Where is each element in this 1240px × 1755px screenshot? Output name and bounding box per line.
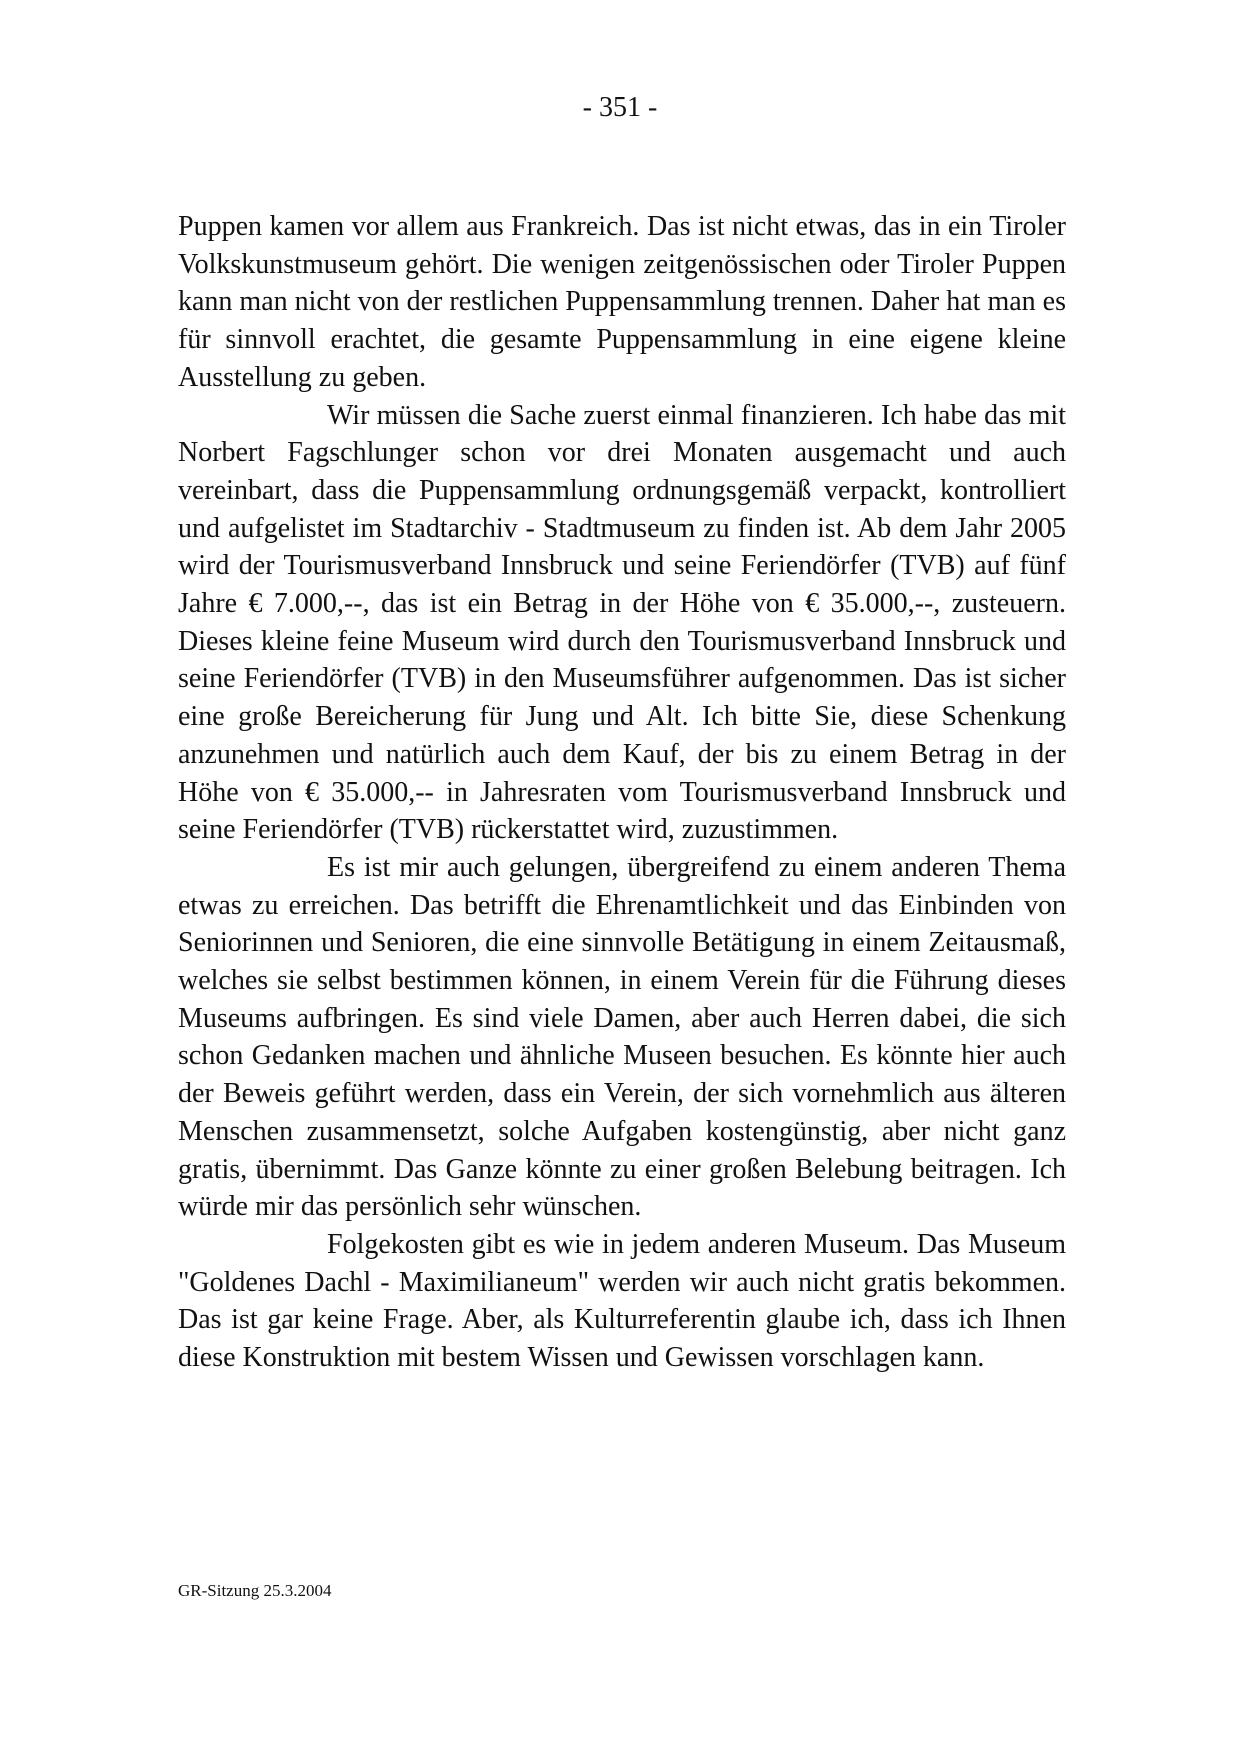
footer-session-date: GR-Sitzung 25.3.2004 xyxy=(178,1581,332,1600)
page-number: - 351 - xyxy=(582,92,658,123)
paragraph-finanzierung: Wir müssen die Sache zuerst einmal finanzieren. Ich habe das mit Norbert Fagschlunger schon vor drei Monaten ausgemacht und auch vereinbart, dass die Puppensammlung ordnungsgemäß verpackt, kontrolliert und aufgelistet im Stadtarchiv - Stadtmuseum zu finden ist. Ab dem Jahr 2005 wird der Tourismusverband Innsbruck und seine Feriendörfer (TVB) auf fünf Jahre € 7.000,--, das ist ein Betrag in der Höhe von € 35.000,--, zusteuern. Dieses kleine feine Museum wird durch den Tourismusverband Innsbruck und seine Feriendörfer (TVB) in den Museumsführer aufgenommen. Das ist sicher eine große Bereicherung für Jung und Alt. Ich bitte Sie, diese Schenkung anzunehmen und natürlich auch dem Kauf, der bis zu einem Betrag in der Höhe von € 35.000,-- in Jahresraten vom Tourismusverband Innsbruck und seine Feriendörfer (TVB) rückerstattet wird, zuzustimmen. xyxy=(178,399,1066,846)
paragraph-folgekosten: Folgekosten gibt es wie in jedem anderen Museum. Das Museum "Goldenes Dachl - Maximilianeum" werden wir auch nicht gratis bekommen. Das ist gar keine Frage. Aber, als Kulturreferentin glaube ich, dass ich Ihnen diese Konstruktion mit bestem Wissen und Gewissen vorschlagen kann. xyxy=(178,1228,1066,1374)
paragraph-ehrenamt: Es ist mir auch gelungen, übergreifend zu einem anderen Thema etwas zu erreichen. Das betrifft die Ehrenamtlichkeit und das Einbinden von Seniorinnen und Senioren, die eine sinnvolle Betätigung in einem Zeitausmaß, welches sie selbst bestimmen können, in einem Verein für die Führung dieses Museums aufbringen. Es sind viele Damen, aber auch Herren dabei, die sich schon Gedanken machen und ähnliche Museen besuchen. Es könnte hier auch der Beweis geführt werden, dass ein Verein, der sich vornehmlich aus älteren Menschen zusammensetzt, solche Aufgaben kostengünstig, aber nicht ganz gratis, übernimmt. Das Ganze könnte zu einer großen Belebung beitragen. Ich würde mir das persönlich sehr wünschen. xyxy=(178,851,1066,1223)
body-text xyxy=(178,208,1066,1377)
paragraph-puppen-herkunft: Puppen kamen vor allem aus Frankreich. Das ist nicht etwas, das in ein Tiroler Volkskunstmuseum gehört. Die wenigen zeitgenössischen oder Tiroler Puppen kann man nicht von der restlichen Puppensammlung trennen. Daher hat man es für sinnvoll erachtet, die gesamte Puppensammlung in eine eigene kleine Ausstellung zu geben. xyxy=(178,211,1066,393)
